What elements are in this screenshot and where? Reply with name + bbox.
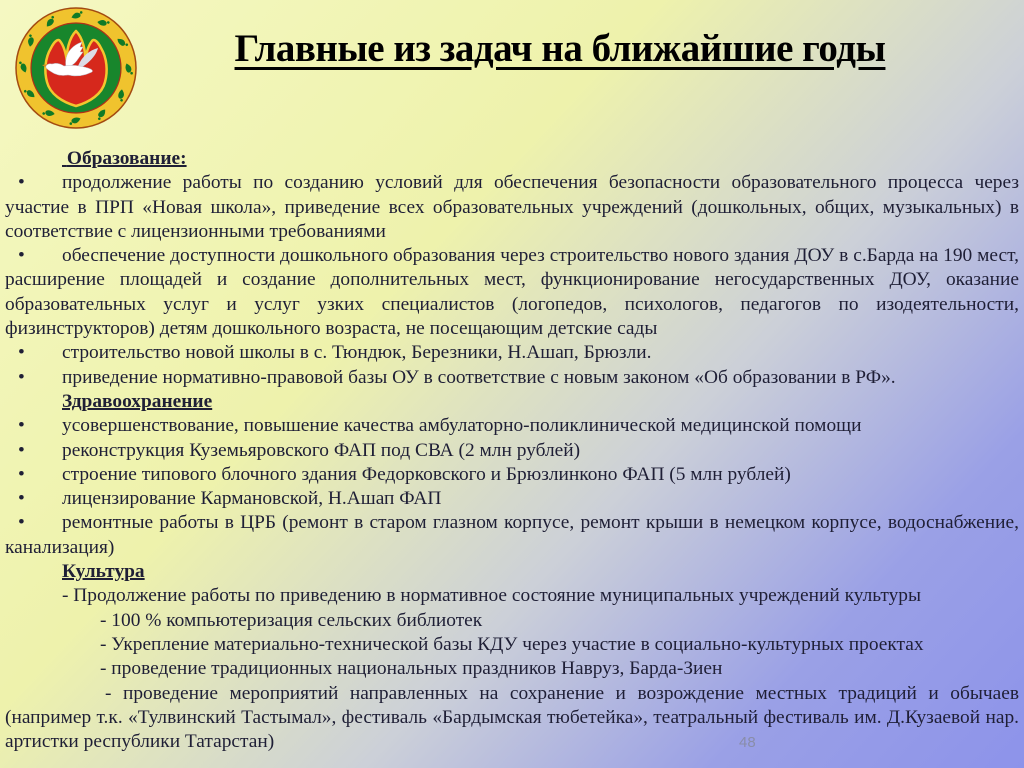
bullet-text: лицензирование Кармановской, Н.Ашап ФАП (62, 488, 442, 510)
bullet-item (5, 487, 1019, 511)
bullet-text: продолжение работы по созданию условий для обеспечения безопасности образовательного процесса через участие в ПРП «Новая школа», приведение всех образовательных учреждений (дошкольных, общих, музыкальных) в соответствие с лицензионными требованиями (5, 172, 1019, 242)
slide-number: 48 (739, 734, 756, 751)
bullet-marker: • (18, 415, 25, 437)
bullet-item (5, 511, 1019, 560)
section-heading-education: Образование: (62, 148, 187, 169)
bullet-item (5, 439, 1019, 463)
dash-item: - проведение мероприятий направленных на сохранение и возрождение местных традиций и обычаев (например т.к. «Тулвинский Тастымал», фестиваль «Бардымская тюбетейка», театральный фестиваль им. Д.Кузаевой нар. артистки республики Татарстан) (5, 682, 1019, 753)
bullet-text: реконструкция Куземьяровского ФАП под СВА (2 млн рублей) (62, 439, 581, 461)
bullet-text: приведение нормативно-правовой базы ОУ в соответствие с новым законом «Об образовании в РФ». (62, 366, 896, 388)
bullet-marker: • (18, 488, 25, 510)
bullet-marker: • (18, 245, 25, 267)
bullet-marker: • (18, 366, 25, 388)
bullet-marker: • (18, 172, 25, 194)
slide-body (0, 147, 1024, 754)
dash-item: - 100 % компьютеризация сельских библиотек (100, 609, 483, 631)
page-title: Главные из задач на ближайшие годы (234, 27, 886, 70)
dash-item: - Продолжение работы по приведению в нормативное состояние муниципальных учреждений культуры (62, 585, 922, 607)
bullet-marker: • (18, 463, 25, 485)
bullet-marker: • (18, 342, 25, 364)
bullet-text: усовершенствование, повышение качества амбулаторно-поликлинической медицинской помощи (62, 415, 862, 437)
dash-item: - проведение традиционных национальных праздников Навруз, Барда-Зиен (100, 658, 723, 680)
bullet-text: обеспечение доступности дошкольного образования через строительство нового здания ДОУ в с.Барда на 190 мест, расширение площадей и создание дополнительных мест, функционирование негосударственных ДОУ, оказание образовательных услуг и услуг узких специалистов (логопедов, психологов, педагогов по изодеятельности, физинструкторов) детям дошкольного возраста, не посещающим детские сады (5, 245, 1019, 340)
section-heading-healthcare: Здравоохранение (62, 390, 213, 412)
bullet-marker: • (18, 512, 25, 534)
bullet-item (5, 414, 1019, 438)
bullet-text: ремонтные работы в ЦРБ (ремонт в старом глазном корпусе, ремонт крыши в немецком корпусе, водоснабжение, канализация) (5, 512, 1019, 558)
bullet-item (5, 463, 1019, 487)
bullet-item (5, 244, 1019, 341)
bullet-marker: • (18, 439, 25, 461)
bullet-text: строительство новой школы в с. Тюндюк, Березники, Н.Ашап, Брюзли. (62, 342, 652, 364)
bullet-item (5, 366, 1019, 390)
bullet-text: строение типового блочного здания Федорковского и Брюзлинконо ФАП (5 млн рублей) (62, 463, 791, 485)
section-heading-culture: Культура (62, 561, 145, 583)
bullet-item (5, 171, 1019, 244)
dash-item: - Укрепление материально-технической базы КДУ через участие в социально-культурных проектах (100, 633, 924, 655)
bullet-item (5, 341, 1019, 365)
